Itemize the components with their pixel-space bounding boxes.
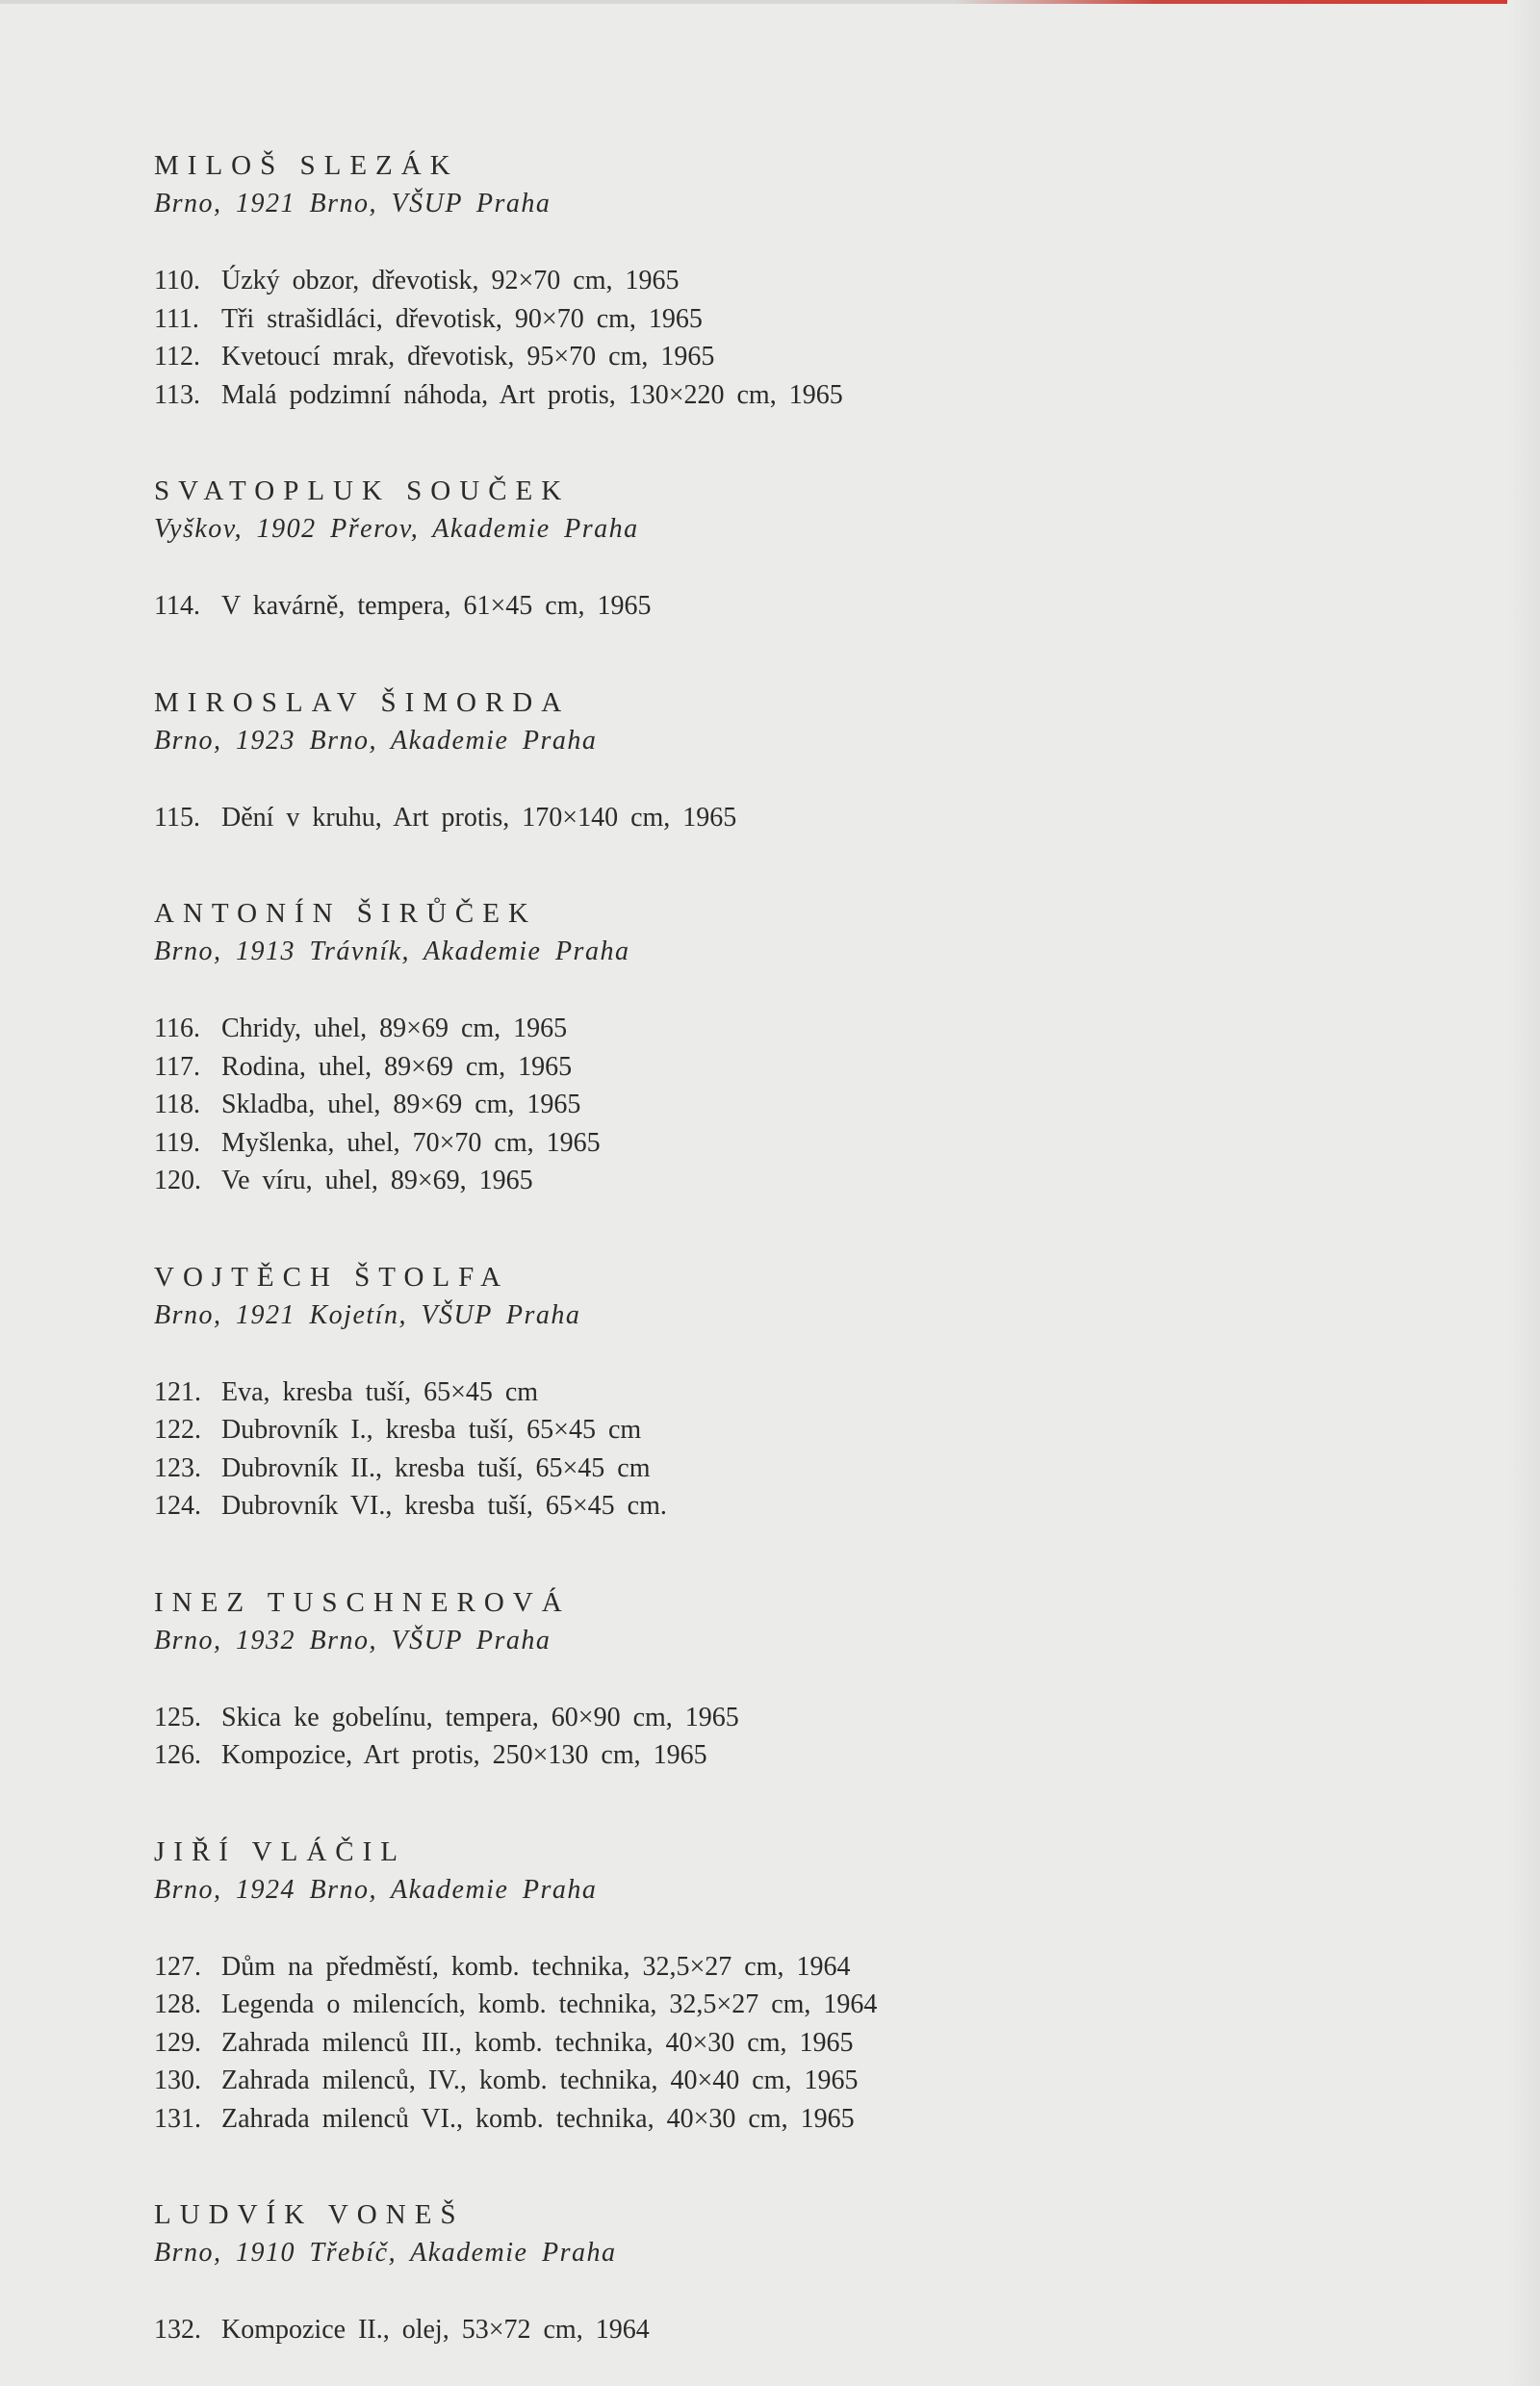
artist-name: LUDVÍK VONEŠ <box>154 2199 465 2230</box>
work-description: Dubrovník VI., kresba tuší, 65×45 cm. <box>221 1491 667 1521</box>
works-list <box>154 1373 1405 1526</box>
work-number: 128. <box>154 1989 201 2019</box>
works-list <box>154 1010 1405 1200</box>
work-number: 119. <box>154 1127 200 1158</box>
work-number: 111. <box>154 303 199 334</box>
page-right-edge <box>1507 0 1540 2386</box>
work-number: 112. <box>154 342 200 372</box>
work-description: Dubrovník I., kresba tuší, 65×45 cm <box>221 1415 642 1445</box>
works-list <box>154 799 1405 837</box>
work-item <box>154 2311 1405 2349</box>
artist-name: MIROSLAV ŠIMORDA <box>154 686 571 718</box>
work-item <box>154 1699 1405 1737</box>
work-item <box>154 799 1405 837</box>
artist-section <box>154 894 1405 1200</box>
work-description: Kvetoucí mrak, dřevotisk, 95×70 cm, 1965 <box>221 342 715 372</box>
work-item <box>154 1450 1405 1488</box>
artist-info: Brno, 1921 Brno, VŠUP Praha <box>154 189 552 218</box>
work-number: 110. <box>154 266 200 295</box>
artist-name: ANTONÍN ŠIRŮČEK <box>154 898 537 929</box>
work-item <box>154 1162 1405 1200</box>
work-number: 126. <box>154 1740 201 1770</box>
work-description: Rodina, uhel, 89×69 cm, 1965 <box>221 1051 573 1082</box>
work-number: 123. <box>154 1452 201 1483</box>
work-item <box>154 2024 1405 2063</box>
page-top-edge <box>0 0 1540 4</box>
work-description: Eva, kresba tuší, 65×45 cm <box>221 1376 539 1407</box>
work-description: V kavárně, tempera, 61×45 cm, 1965 <box>221 591 652 621</box>
work-number: 132. <box>154 2315 201 2345</box>
artist-info: Brno, 1910 Třebíč, Akademie Praha <box>154 2238 617 2268</box>
artist-info: Brno, 1913 Trávník, Akademie Praha <box>154 936 630 966</box>
work-number: 125. <box>154 1702 201 1732</box>
work-description: Zahrada milenců III., komb. technika, 40×30 cm, 1965 <box>221 2027 854 2058</box>
work-description: Dubrovník II., kresba tuší, 65×45 cm <box>221 1452 651 1483</box>
works-list <box>154 262 1405 414</box>
work-description: Kompozice II., olej, 53×72 cm, 1964 <box>221 2315 650 2345</box>
artist-name: JIŘÍ VLÁČIL <box>154 1835 406 1867</box>
work-description: Kompozice, Art protis, 250×130 cm, 1965 <box>221 1740 707 1770</box>
work-number: 121. <box>154 1376 201 1407</box>
artist-section <box>154 472 1405 626</box>
works-list <box>154 1948 1405 2139</box>
work-number: 122. <box>154 1415 201 1445</box>
work-description: Malá podzimní náhoda, Art protis, 130×220 cm, 1965 <box>221 379 843 410</box>
work-number: 120. <box>154 1166 201 1195</box>
artist-name: SVATOPLUK SOUČEK <box>154 475 571 506</box>
artist-section <box>154 146 1405 414</box>
artist-info: Brno, 1932 Brno, VŠUP Praha <box>154 1625 552 1655</box>
artist-section <box>154 1258 1405 1526</box>
work-item <box>154 1487 1405 1526</box>
artist-section <box>154 2195 1405 2349</box>
work-description: Ve víru, uhel, 89×69, 1965 <box>221 1166 533 1195</box>
work-number: 114. <box>154 591 200 621</box>
work-item <box>154 2062 1405 2100</box>
work-description: Úzký obzor, dřevotisk, 92×70 cm, 1965 <box>221 266 680 295</box>
artist-name: MILOŠ SLEZÁK <box>154 150 459 181</box>
work-item <box>154 587 1405 626</box>
work-description: Skica ke gobelínu, tempera, 60×90 cm, 1965 <box>221 1702 739 1732</box>
artist-info: Vyškov, 1902 Přerov, Akademie Praha <box>154 514 639 544</box>
work-description: Chridy, uhel, 89×69 cm, 1965 <box>221 1013 568 1043</box>
work-item <box>154 1948 1405 1987</box>
catalog-content <box>154 146 1405 2349</box>
work-number: 129. <box>154 2027 201 2058</box>
work-item <box>154 262 1405 300</box>
work-number: 117. <box>154 1051 200 1082</box>
work-item <box>154 2100 1405 2139</box>
work-number: 115. <box>154 802 200 833</box>
work-description: Dům na předměstí, komb. technika, 32,5×27 cm, 1964 <box>221 1951 851 1982</box>
work-item <box>154 1124 1405 1163</box>
work-description: Zahrada milenců VI., komb. technika, 40×30 cm, 1965 <box>221 2103 855 2134</box>
artist-name: VOJTĚCH ŠTOLFA <box>154 1261 510 1293</box>
work-number: 124. <box>154 1491 201 1521</box>
work-description: Dění v kruhu, Art protis, 170×140 cm, 1965 <box>221 802 737 833</box>
work-description: Zahrada milenců, IV., komb. technika, 40×40 cm, 1965 <box>221 2065 859 2095</box>
artist-section <box>154 1833 1405 2139</box>
work-description: Legenda o milencích, komb. technika, 32,5×27 cm, 1964 <box>221 1989 878 2019</box>
work-description: Myšlenka, uhel, 70×70 cm, 1965 <box>221 1127 601 1158</box>
artist-name: INEZ TUSCHNEROVÁ <box>154 1586 571 1618</box>
works-list <box>154 587 1405 626</box>
work-item <box>154 1411 1405 1450</box>
work-number: 127. <box>154 1951 201 1982</box>
works-list <box>154 1699 1405 1775</box>
work-item <box>154 1086 1405 1124</box>
work-number: 116. <box>154 1013 200 1043</box>
work-item <box>154 300 1405 339</box>
works-list <box>154 2311 1405 2349</box>
artist-section <box>154 683 1405 837</box>
work-description: Tři strašidláci, dřevotisk, 90×70 cm, 1965 <box>221 303 703 334</box>
artist-info: Brno, 1924 Brno, Akademie Praha <box>154 1874 598 1905</box>
work-description: Skladba, uhel, 89×69 cm, 1965 <box>221 1090 581 1119</box>
work-number: 113. <box>154 379 200 410</box>
work-number: 118. <box>154 1090 200 1119</box>
work-item <box>154 1986 1405 2024</box>
work-number: 131. <box>154 2103 201 2134</box>
work-item <box>154 376 1405 415</box>
artist-info: Brno, 1923 Brno, Akademie Praha <box>154 725 598 756</box>
artist-info: Brno, 1921 Kojetín, VŠUP Praha <box>154 1299 581 1330</box>
work-item <box>154 1048 1405 1087</box>
work-number: 130. <box>154 2065 201 2095</box>
work-item <box>154 1736 1405 1775</box>
work-item <box>154 1010 1405 1048</box>
work-item <box>154 1373 1405 1412</box>
artist-section <box>154 1583 1405 1775</box>
work-item <box>154 338 1405 376</box>
